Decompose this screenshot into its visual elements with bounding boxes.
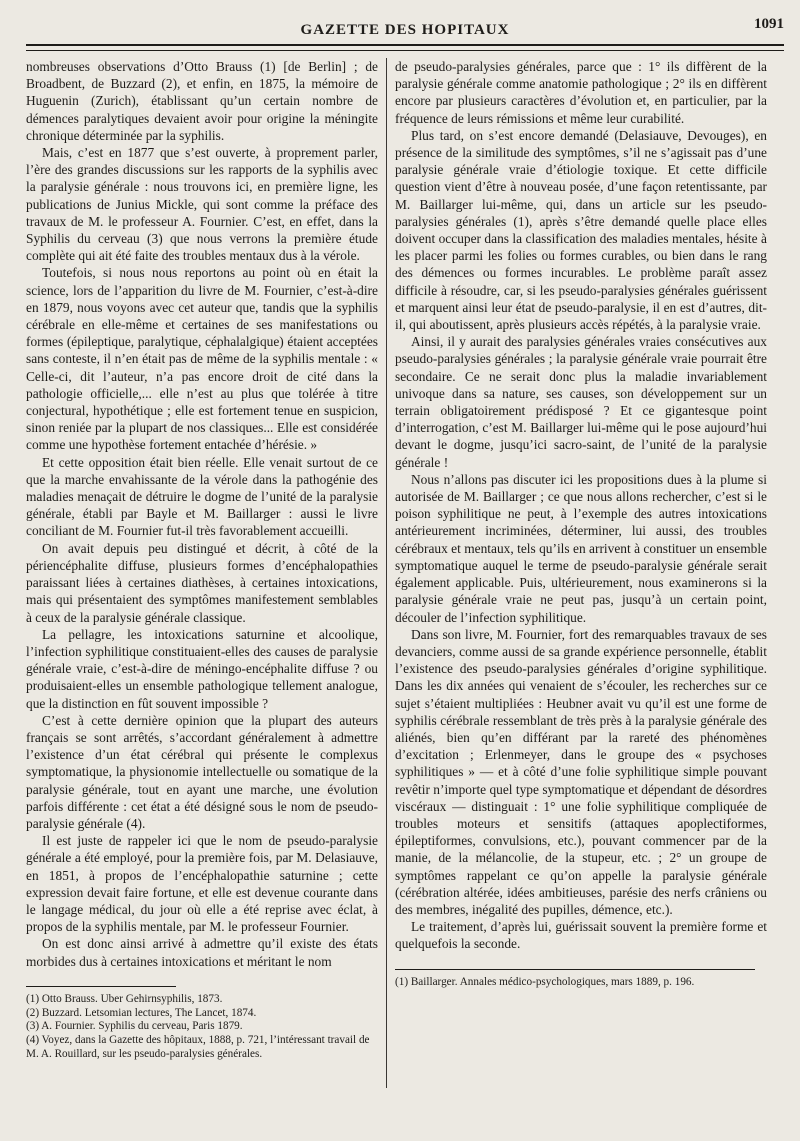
paragraph: Toutefois, si nous nous reportons au point où en était la science, lors de l’apparition du livre de M. Fournier, c’est-à-dire en 1879, nous voyons avec cet auteur que, tandis que la syphilis cérébrale en elle-même et certaines de ses manifestations ou formes (épileptique, paralytique, céphalalgique) étaient acceptées sans conteste, il n’en était pas de même de la syphilis mentale : « Celle-ci, dit l’auteur, n’a pas encore droit de cité dans la pathologie officielle,... elle n’est au plus que tolérée à titre conjectural, hypothétique ; elle est fortement tenue en suspicion, sinon reniée par la plupart de nos classiques... Elle est considérée comme une hypothèse fortement entachée d’hérésie. » [26,265,378,453]
paragraph: On est donc ainsi arrivé à admettre qu’il existe des états morbides dus à certaines intoxications et méritant le nom [26,936,378,969]
paragraph: La pellagre, les intoxications saturnine et alcoolique, l’infection syphilitique constituaient-elles des causes de paralysie générale vraie, c’est-à-dire de méningo-encéphalite diffuse ? ou produisaient-elles un ensemble pathologique tellement analogue, que la distinction en fût souvent impossible ? [26,626,378,711]
paragraph: On avait depuis peu distingué et décrit, à côté de la périencéphalite diffuse, plusieurs formes d’encéphalopathies paraissant liées à certaines diathèses, à certaines intoxications, mais qui présentaient des symptômes manifestement semblables à ceux de la paralysie générale classique. [26,540,378,625]
footnotes-left [26,993,378,1062]
footnote: (3) A. Fournier. Syphilis du cerveau, Paris 1879. [26,1020,243,1033]
paragraph: Nous n’allons pas discuter ici les propositions dues à la plume si autorisée de M. Baillarger ; ce que nous allons rechercher, c’est si le poison syphilitique ne peut, à l’exemple des autres intoxications antérieurement incriminées, déterminer, lui aussi, des troubles cérébraux et mentaux, tels qu’ils en arrivent à constituer un ensemble symptomatique auquel le terme de pseudo-paralysie générale serait également applicable. Puis, ultérieurement, nous examinerons si la paralysie générale vraie ne peut pas, jusqu’à un certain point, découler de l’infection syphilitique. [395,471,767,625]
page-header [26,14,784,54]
paragraph: Il est juste de rappeler ici que le nom de pseudo-paralysie générale a été employé, pour la première fois, par M. Delasiauve, en 1851, à propos de l’encéphalopathie saturnine ; cette expression devait faire fortune, et elle est devenue courante dans le langage médical, du jour où elle a été reprise avec éclat, à propos de la syphilis mentale, par M. le professeur Fournier. [26,833,378,935]
paragraph: Le traitement, d’après lui, guérissait souvent la première forme et quelquefois la seconde. [395,919,767,952]
left-column [26,58,378,1127]
footnote-rule [395,969,755,970]
page-number: 1091 [754,16,784,32]
paragraph: Et cette opposition était bien réelle. Elle venait surtout de ce que la marche envahissante de la vérole dans la pathogénie des maladies menaçait de détruire le dogme de l’unité de la paralysie générale, établi par Bayle et M. Baillarger : aussi le livre conciliant de M. Fournier fut-il très favorablement accueilli. [26,454,378,539]
footnote: (4) Voyez, dans la Gazette des hôpitaux, 1888, p. 721, l’intéressant travail de M. A. Rouillard, sur les pseudo-paralysies générales. [26,1034,370,1060]
running-title: GAZETTE DES HOPITAUX [300,22,510,38]
paragraph: Dans son livre, M. Fournier, fort des remarquables travaux de ses devanciers, comme aussi de sa grande expérience personnelle, établit l’existence des pseudo-paralysies générales d’origine syphilitique. Dans les dix années qui venaient de s’écouler, les recherches sur ce sujet s’étaient multipliées : Heubner avait vu qu’il est une forme de syphilis cérébrale ressemblant de très près à la paralysie générale des aliénés, bien qu’en différant par la rareté des phénomènes d’excitation ; Erlenmeyer, dans le groupe des « psychoses syphilitiques » — et à côté d’une folie syphilitique simple pouvant revêtir n’importe quel type symptomatique et dépendant de désordres viscéraux — distinguait : 1° une folie syphilitique compliquée de troubles moteurs et sensitifs (attaques apoplectiformes, épileptiformes, convulsions, etc.), pouvant commencer par de la manie, de la mélancolie, de la stupeur, etc. ; 2° un groupe de symptômes rappelant ce qu’on appelle la paralysie générale (cérébration altérée, idées ambitieuses, parésie des nerfs crâniens ou des membres, inégalité des pupilles, démence, etc.). [395,626,767,917]
footnote: (1) Baillarger. Annales médico-psychologiques, mars 1889, p. 196. [395,975,695,988]
footnotes-right [395,976,767,990]
footnote-rule [26,986,176,987]
paragraph: Mais, c’est en 1877 que s’est ouverte, à proprement parler, l’ère des grandes discussions sur les rapports de la syphilis avec la paralysie générale : nous trouvons ici, en première ligne, les publications de Junius Mickle, qui sont comme la préface des travaux de M. le professeur A. Fournier. C’est, en effet, dans la Syphilis du cerveau (3) que nous verrons la première étude complète qui ait été faite des troubles mentaux dus à la vérole. [26,145,378,264]
right-column [395,58,767,1127]
paragraph: C’est à cette dernière opinion que la plupart des auteurs français se sont arrêtés, s’accordant généralement à admettre l’existence d’un état cérébral qui présente le complexus symptomatique, la physionomie intellectuelle ou somatique de la paralysie générale, tout en ayant une marche, une évolution parfois différente : cet état a été désigné sous le nom de pseudo-paralysie générale (4). [26,712,378,831]
footnote: (1) Otto Brauss. Uber Gehirnsyphilis, 1873. [26,992,223,1005]
paragraph: Plus tard, on s’est encore demandé (Delasiauve, Devouges), en présence de la similitude des symptômes, s’il ne s’agissait pas d’une paralysie générale vraie d’étiologie toxique. Et cette difficile question vient d’être à nouveau posée, d’une façon retentissante, par M. Baillarger lui-même, qui, dans un article sur les pseudo-paralysies générales (1), après s’être demandé quelle place elles doivent occuper dans la classification des maladies mentales, hésite à les placer parmi les folies ou formes curables, ou bien dans le rang des démences ou formes incurables. Le problème paraît assez difficile à résoudre, car, si les pseudo-paralysies générales guérissent et marquent ainsi leur état de pseudo-paralysie, il en est d’autres, dit-il, qui aboutissent, après plusieurs accès répétés, à la paralysie vraie. [395,127,767,333]
header-rule-thick [26,44,784,46]
paragraph: de pseudo-paralysies générales, parce que : 1° ils diffèrent de la paralysie générale comme anatomie pathologique ; 2° ils en diffèrent encore par plusieurs caractères d’évolution et, en particulier, par la fréquence de leurs rémissions et même leur curabilité. [395,59,767,126]
paragraph: nombreuses observations d’Otto Brauss (1) [de Berlin] ; de Broadbent, de Buzzard (2), et enfin, en 1875, la mémoire de Huguenin (Zurich), établissant qu’un certain nombre de démences paralytiques devaient avoir pour origine la méningite chronique déterminée par la syphilis. [26,59,378,143]
footnote: (2) Buzzard. Letsomian lectures, The Lancet, 1874. [26,1006,257,1019]
column-divider [386,58,387,1088]
header-rule-thin [26,50,784,51]
paragraph: Ainsi, il y aurait des paralysies générales vraies consécutives aux pseudo-paralysies générales ; la paralysie générale vraie pourrait être secondaire. Ce ne serait donc plus la maladie invariablement univoque dans sa nature, ses causes, son développement sur un terrain obligatoirement prédisposé ? Et ce gigantesque point d’interrogation, c’est M. Baillarger lui-même qui le pose aujourd’hui devant le dogme, jusqu’ici sacro-saint, de l’unité de la paralysie générale ! [395,334,767,470]
